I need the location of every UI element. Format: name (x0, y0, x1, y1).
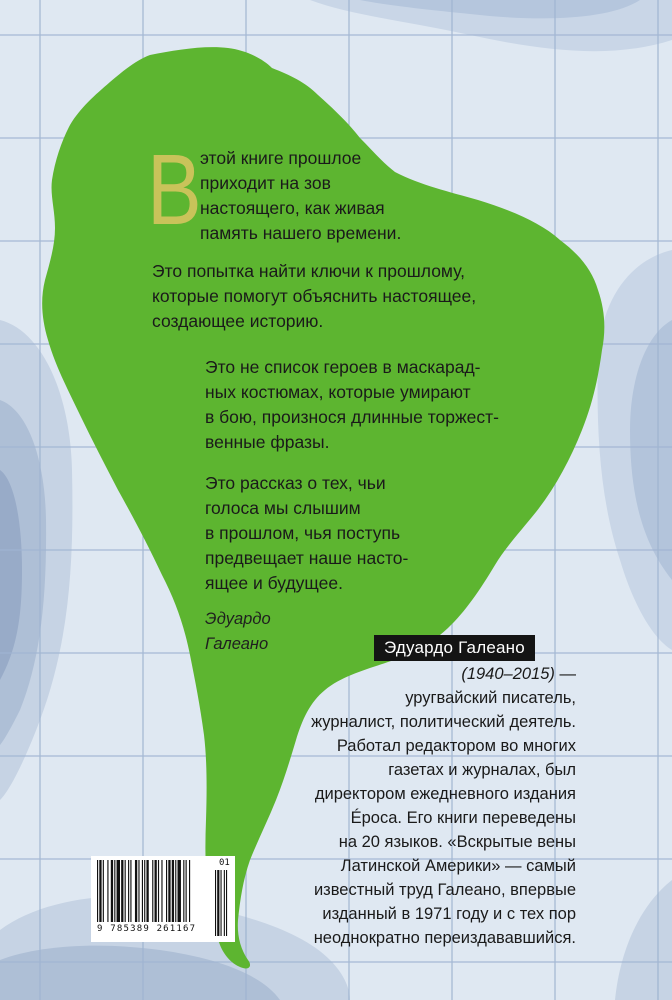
barcode-bar (152, 860, 153, 922)
bio-line: неоднократно переиздававшийся. (313, 929, 576, 947)
barcode-bar (107, 860, 108, 922)
bio-line: газетах и журналах, был (388, 761, 576, 779)
author-bio (246, 662, 576, 950)
bio-line: журналист, политический деятель. (311, 713, 576, 731)
barcode-supplement: 01 (219, 858, 230, 868)
barcode-bar (130, 860, 131, 922)
bio-line: Работал редактором во многих (336, 737, 576, 755)
barcode-supplement-bar (226, 870, 227, 936)
bio-line: на 20 языков. «Вскрытые вены (338, 833, 576, 851)
signature-line: Эдуардо (205, 610, 271, 628)
barcode-bar (146, 860, 148, 922)
blurb-line: Это рассказ о тех, чьи (205, 473, 386, 493)
barcode-bar (121, 860, 123, 922)
author-name-bar: Эдуардо Галеано (374, 635, 535, 661)
barcode-bar (138, 860, 139, 922)
blurb-line: создающее историю. (152, 311, 324, 331)
blurb-line: голоса мы слышим (205, 498, 361, 518)
blurb-line: в бою, произнося длинные торжест- (205, 407, 500, 427)
bio-line: директором ежедневного издания (314, 785, 576, 803)
years-dash: — (554, 665, 576, 683)
barcode-bar (175, 860, 176, 922)
blurb-line: венные фразы. (205, 432, 330, 452)
bio-line: Éроса. Его книги переведены (350, 809, 576, 827)
barcode-bar (97, 860, 98, 922)
blurb-line: память нашего времени. (200, 223, 402, 243)
barcode-bar (168, 860, 170, 922)
barcode-bar (114, 860, 115, 922)
bio-line: известный труд Галеано, впервые (313, 881, 576, 899)
barcode-bar (99, 860, 101, 922)
blurb-paragraph-1 (200, 146, 460, 246)
barcode-bar (183, 860, 184, 922)
barcode-bar (135, 860, 137, 922)
blurb-line: настоящего, как живая (200, 198, 385, 218)
author-years: (1940–2015) (461, 665, 555, 683)
barcode-bar (125, 860, 126, 922)
barcode-bar (186, 860, 187, 922)
barcode-bar (128, 860, 129, 922)
blurb-line: которые помогут объяснить настоящее, (152, 286, 477, 306)
barcode-supplement-bar (224, 870, 225, 936)
barcode-bar (155, 860, 157, 922)
barcode-bar (142, 860, 143, 922)
blurb-line: в прошлом, чья поступь (205, 523, 401, 543)
barcode-bar (158, 860, 159, 922)
barcode-supplement-bar (221, 870, 222, 936)
blurb-line: ных костюмах, которые умирают (205, 382, 471, 402)
barcode-bar (111, 860, 113, 922)
blurb-line: ящее и будущее. (205, 573, 343, 593)
barcode-bar (172, 860, 174, 922)
blurb-paragraph-4 (205, 471, 465, 596)
barcode-bar (117, 860, 120, 922)
blurb-paragraph-2 (152, 259, 512, 334)
blurb-line: приходит на зов (200, 173, 331, 193)
isbn-number: 9 785389 261167 (97, 924, 197, 934)
blurb-line: Это попытка найти ключи к прошлому, (152, 261, 466, 281)
drop-cap-letter: В (147, 134, 202, 246)
blurb-line: Это не список героев в маскарад- (205, 357, 481, 377)
bio-years-line (246, 662, 576, 686)
blurb-signature (205, 607, 325, 657)
blurb-line: этой книге прошлое (200, 148, 362, 168)
blurb-line: предвещает наше насто- (205, 548, 409, 568)
barcode-bar (103, 860, 104, 922)
barcode-bar (189, 860, 190, 922)
blurb-paragraph-3 (205, 355, 505, 455)
bio-line: Латинской Америки» — самый (340, 857, 576, 875)
barcode-bar (178, 860, 181, 922)
isbn-barcode (91, 856, 235, 942)
signature-line: Галеано (205, 635, 269, 653)
barcode-supplement-bar (217, 870, 219, 936)
barcode-bar (144, 860, 145, 922)
barcode-bar (161, 860, 162, 922)
barcode-bar (166, 860, 167, 922)
bio-line: изданный в 1971 году и с тех пор (322, 905, 576, 923)
bio-line: уругвайский писатель, (405, 689, 576, 707)
